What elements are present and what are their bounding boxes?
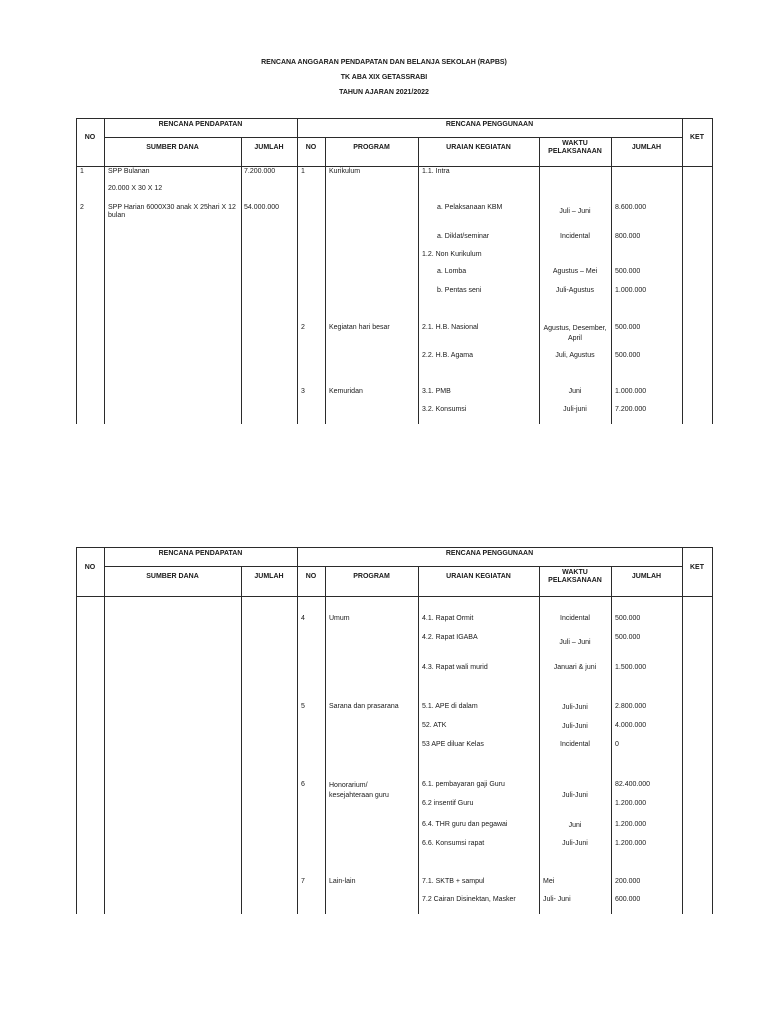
activity-amount: 8.600.000: [615, 204, 647, 211]
header-jumlah-pendapatan: JUMLAH: [254, 144, 284, 151]
income-source: SPP Bulanan: [108, 168, 150, 175]
program-no: 2: [301, 324, 305, 331]
table-divider: [104, 137, 682, 138]
activity-amount: 500.000: [615, 352, 641, 359]
activity-desc: 4.1. Rapat Ormit: [422, 615, 474, 622]
header-jumlah-penggunaan: JUMLAH: [631, 144, 662, 151]
income-detail: 20.000 X 30 X 12: [108, 185, 163, 192]
program-no: 5: [301, 703, 305, 710]
activity-time: Incidental: [560, 233, 590, 240]
header-rencana-penggunaan: RENCANA PENGGUNAAN: [445, 121, 534, 128]
activity-amount: 1.200.000: [615, 821, 647, 828]
activity-amount: 500.000: [615, 634, 641, 641]
program-name: Kurikulum: [329, 168, 361, 175]
activity-amount: 500.000: [615, 615, 641, 622]
header-program: PROGRAM: [353, 144, 390, 151]
header-uraian-kegiatan: URAIAN KEGIATAN: [446, 144, 511, 151]
activity-time: Agustus, Desember, April: [543, 325, 607, 342]
activity-desc: a. Lomba: [437, 268, 467, 275]
activity-desc: 4.2. Rapat IGABA: [422, 634, 478, 641]
table-divider: [76, 166, 712, 167]
activity-desc: 3.2. Konsumsi: [422, 406, 467, 413]
income-amount: 54.000.000: [244, 204, 280, 211]
program-name: Honorarium/ kesejahteraan guru: [329, 782, 389, 799]
activity-desc: 53 APE diluar Kelas: [422, 741, 484, 748]
activity-time: Juli-Juni: [562, 723, 588, 730]
header-sumber-dana: SUMBER DANA: [146, 573, 199, 580]
income-source: SPP Harian 6000X30 anak X 25hari X 12 bulan: [108, 204, 236, 219]
activity-desc: 1.2. Non Kurikulum: [422, 251, 482, 258]
header-no-program: NO: [305, 573, 317, 580]
income-amount: 7.200.000: [244, 168, 276, 175]
activity-desc: a. Diklat/seminar: [437, 233, 490, 240]
activity-time: Juli-Juni: [562, 840, 588, 847]
activity-time: Juli- Juni: [543, 896, 571, 903]
activity-desc: 7.2 Cairan Disinektan, Masker: [422, 896, 516, 903]
activity-time: Juli-Agustus: [555, 287, 595, 294]
table-divider: [241, 137, 242, 424]
program-name: Umum: [329, 615, 350, 622]
table-divider: [297, 118, 298, 424]
activity-amount: 1.000.000: [615, 388, 647, 395]
table-divider: [325, 566, 326, 914]
activity-amount: 7.200.000: [615, 406, 647, 413]
activity-amount: 800.000: [615, 233, 641, 240]
table-divider: [297, 547, 298, 914]
activity-amount: 0: [615, 741, 619, 748]
table-divider: [76, 596, 712, 597]
school-name: TK ABA XIX GETASSRABI: [340, 74, 428, 81]
activity-time: Juni: [568, 822, 582, 829]
activity-time: Januari & juni: [553, 664, 597, 671]
activity-time: Juli-Juni: [562, 792, 588, 799]
activity-desc: 52. ATK: [422, 722, 447, 729]
activity-time: Juli-Juni: [562, 704, 588, 711]
activity-time: Juli – Juni: [559, 639, 591, 646]
header-waktu-pelaksanaan: WAKTU PELAKSANAAN: [548, 140, 602, 155]
activity-time: Mei: [543, 878, 555, 885]
header-program: PROGRAM: [353, 573, 390, 580]
activity-time: Juli, Agustus: [555, 352, 595, 359]
program-no: 7: [301, 878, 305, 885]
activity-amount: 500.000: [615, 324, 641, 331]
header-no-program: NO: [305, 144, 317, 151]
table-border: [712, 547, 713, 914]
table-divider: [104, 118, 105, 424]
header-uraian-kegiatan: URAIAN KEGIATAN: [446, 573, 511, 580]
activity-amount: 2.800.000: [615, 703, 647, 710]
activity-time: Juli – Juni: [559, 208, 591, 215]
header-ket: KET: [690, 134, 704, 141]
program-name: Kemuridan: [329, 388, 363, 395]
program-no: 4: [301, 615, 305, 622]
activity-amount: 1.200.000: [615, 840, 647, 847]
table-border: [76, 118, 712, 119]
activity-amount: 1.500.000: [615, 664, 647, 671]
program-no: 6: [301, 781, 305, 788]
table-divider: [104, 547, 105, 914]
activity-desc: 6.6. Konsumsi rapat: [422, 840, 485, 847]
table-divider: [418, 566, 419, 914]
activity-desc: b. Pentas seni: [437, 287, 482, 294]
activity-time: Incidental: [560, 615, 590, 622]
table-divider: [104, 566, 682, 567]
table-divider: [611, 566, 612, 914]
table-border: [76, 118, 77, 424]
activity-amount: 1.000.000: [615, 287, 647, 294]
activity-desc: 7.1. SKTB + sampul: [422, 878, 485, 885]
header-ket: KET: [690, 564, 704, 571]
activity-desc: a. Pelaksanaan KBM: [437, 204, 503, 211]
header-rencana-pendapatan: RENCANA PENDAPATAN: [158, 550, 243, 557]
table-divider: [241, 566, 242, 914]
activity-desc: 6.1. pembayaran gaji Guru: [422, 781, 505, 788]
income-no: 2: [80, 204, 84, 211]
table-divider: [539, 137, 540, 424]
header-sumber-dana: SUMBER DANA: [146, 144, 199, 151]
school-year: TAHUN AJARAN 2021/2022: [339, 89, 429, 96]
activity-amount: 500.000: [615, 268, 641, 275]
header-waktu-pelaksanaan: WAKTU PELAKSANAAN: [548, 569, 602, 584]
activity-amount: 4.000.000: [615, 722, 647, 729]
table-divider: [418, 137, 419, 424]
activity-time: Juni: [568, 388, 582, 395]
activity-desc: 4.3. Rapat wali murid: [422, 664, 488, 671]
activity-desc: 2.2. H.B. Agama: [422, 352, 473, 359]
activity-desc: 6.2 insentif Guru: [422, 800, 474, 807]
table-divider: [682, 547, 683, 914]
activity-desc: 3.1. PMB: [422, 388, 451, 395]
table-divider: [611, 137, 612, 424]
activity-desc: 1.1. Intra: [422, 168, 450, 175]
table-border: [76, 547, 77, 914]
activity-desc: 5.1. APE di dalam: [422, 703, 478, 710]
activity-time: Incidental: [560, 741, 590, 748]
header-rencana-penggunaan: RENCANA PENGGUNAAN: [445, 550, 534, 557]
header-jumlah-penggunaan: JUMLAH: [631, 573, 662, 580]
income-no: 1: [80, 168, 84, 175]
table-divider: [325, 137, 326, 424]
activity-time: Juli-juni: [563, 406, 587, 413]
program-no: 3: [301, 388, 305, 395]
program-name: Sarana dan prasarana: [329, 703, 399, 710]
table-border: [712, 118, 713, 424]
activity-amount: 600.000: [615, 896, 641, 903]
activity-amount: 82.400.000: [615, 781, 651, 788]
activity-desc: 6.4. THR guru dan pegawai: [422, 821, 508, 828]
program-no: 1: [301, 168, 305, 175]
table-border: [76, 547, 712, 548]
activity-time: Agustus – Mei: [552, 268, 598, 275]
activity-amount: 200.000: [615, 878, 641, 885]
header-no: NO: [84, 564, 96, 571]
program-name: Kegiatan hari besar: [329, 324, 390, 331]
header-no: NO: [84, 134, 96, 141]
table-divider: [682, 118, 683, 424]
document-title: RENCANA ANGGARAN PENDAPATAN DAN BELANJA SEKOLAH (RAPBS): [261, 59, 507, 66]
header-rencana-pendapatan: RENCANA PENDAPATAN: [158, 121, 243, 128]
program-name: Lain-lain: [329, 878, 356, 885]
activity-desc: 2.1. H.B. Nasional: [422, 324, 479, 331]
header-jumlah-pendapatan: JUMLAH: [254, 573, 284, 580]
activity-amount: 1.200.000: [615, 800, 647, 807]
